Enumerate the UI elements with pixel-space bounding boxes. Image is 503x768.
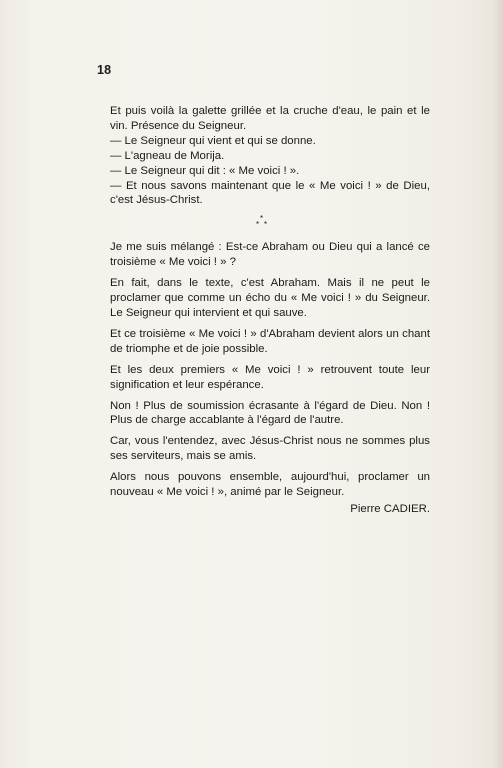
page-number: 18 — [97, 63, 112, 77]
star-top: * — [260, 214, 264, 224]
star-bottom-left: * — [256, 220, 260, 230]
page-edge-shadow — [493, 0, 503, 768]
paragraph-4: — Le Seigneur qui dit : « Me voici ! ». — [110, 164, 300, 177]
paragraph-8: Et ce troisième « Me voici ! » d'Abraham devient alors un chant de triomphe et de joie possible. — [110, 327, 430, 355]
paragraph-9: Et les deux premiers « Me voici ! » retrouvent toute leur signification et leur espérance. — [110, 363, 430, 391]
author-signature: Pierre CADIER. — [350, 502, 430, 515]
section-divider-asterism — [110, 212, 430, 234]
text-body — [110, 104, 430, 517]
paragraph-12: Alors nous pouvons ensemble, aujourd'hui, proclamer un nouveau « Me voici ! », animé par le Seigneur. — [110, 471, 430, 499]
paragraph-2: — Le Seigneur qui vient et qui se donne. — [110, 134, 316, 147]
paragraph-7: En fait, dans le texte, c'est Abraham. Mais il ne peut le proclamer que comme un écho du « Me voici ! » du Seigneur. Le Seigneur qui intervient et qui sauve. — [110, 277, 430, 319]
paragraph-5: — Et nous savons maintenant que le « Me voici ! » de Dieu, c'est Jésus-Christ. — [110, 179, 430, 207]
star-bottom-right: * — [264, 220, 268, 230]
paragraph-1: Et puis voilà la galette grillée et la cruche d'eau, le pain et le vin. Présence du Seigneur. — [110, 105, 430, 132]
paragraph-10: Non ! Plus de soumission écrasante à l'égard de Dieu. Non ! Plus de charge accablante à l'égard de l'autre. — [110, 399, 430, 427]
paragraph-6: Je me suis mélangé : Est-ce Abraham ou Dieu qui a lancé ce troisième « Me voici ! » ? — [110, 241, 430, 269]
paragraph-11: Car, vous l'entendez, avec Jésus-Christ nous ne sommes plus ses serviteurs, mais se amis. — [110, 435, 430, 463]
paragraph-3: — L'agneau de Morija. — [110, 149, 225, 162]
